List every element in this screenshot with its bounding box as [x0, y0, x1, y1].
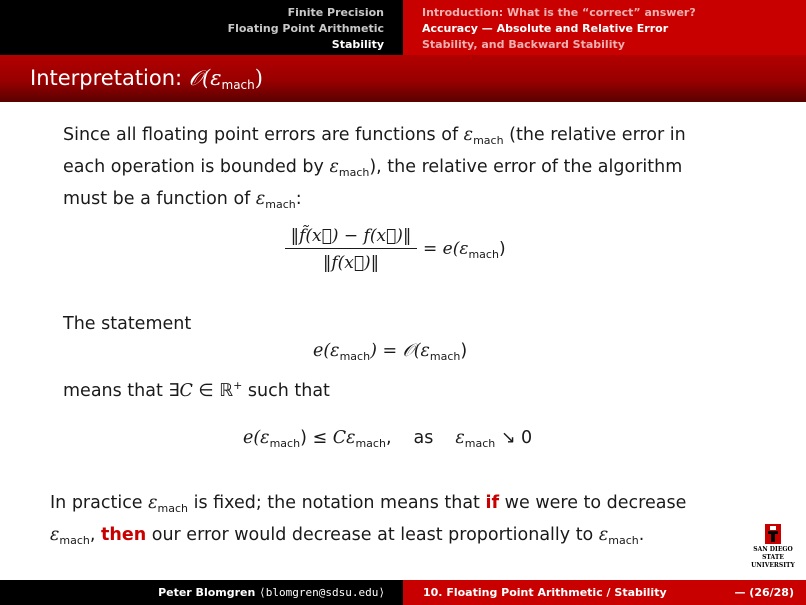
logo-text: SAN DIEGO STATE UNIVERSITY	[751, 546, 795, 569]
slide-title	[30, 66, 263, 92]
title-text: Interpretation:	[30, 66, 189, 90]
sdsu-shield-icon	[765, 524, 781, 544]
relative-error-equation	[285, 226, 506, 273]
big-o-equation: $e(\varepsilon_{mach})$ = $𝒪(\varepsilon_{mach})$	[313, 341, 468, 363]
nav-subitem-introduction[interactable]: Introduction: What is the “correct” answer?	[422, 6, 696, 19]
nav-item-floating-point-arithmetic[interactable]: Floating Point Arithmetic	[227, 22, 384, 35]
bound-equation: $e(\varepsilon_{mach}) \le C\varepsilon_{mach}$, as $\varepsilon_{mach}$ ↘ 0	[243, 428, 533, 450]
paragraph-practice: In practice $\varepsilon_{mach}$ is fixed; the notation means that if we were to decrease $\varepsilon_{mach}$, then our error would decrease at least proportionally to $\varepsilon_{mach}$.	[50, 493, 687, 547]
exists-constant-text: means that ∃C ∈ ℝ+ such that	[63, 379, 330, 401]
nav-subitem-backward-stability[interactable]: Stability, and Backward Stability	[422, 38, 625, 51]
statement-label: The statement	[63, 314, 192, 334]
page-number: — (26/28)	[734, 586, 794, 599]
fraction-denominator: ‖f(x⃗)‖	[285, 248, 417, 273]
university-logo	[748, 524, 798, 568]
fraction-numerator: ‖f̃(x⃗) − f(x⃗)‖	[290, 226, 412, 246]
nav-item-stability[interactable]: Stability	[331, 38, 384, 51]
footer-email[interactable]: ⟨blomgren@sdsu.edu⟩	[259, 586, 385, 599]
fraction-rhs: = $e(\varepsilon_{mach})$	[423, 238, 506, 261]
nav-item-finite-precision[interactable]: Finite Precision	[287, 6, 384, 19]
footer-section	[403, 580, 806, 605]
header-bar	[0, 0, 806, 55]
highlight-then: then	[101, 525, 147, 545]
header-section-nav	[0, 0, 403, 55]
footer-author: Peter Blomgren ⟨blomgren@sdsu.edu⟩	[0, 580, 403, 605]
title-math: $𝒪(\varepsilon_{mach})$	[188, 66, 263, 92]
footer-section-title: 10. Floating Point Arithmetic / Stability	[423, 586, 667, 599]
highlight-if: if	[485, 493, 500, 513]
nav-subitem-accuracy[interactable]: Accuracy — Absolute and Relative Error	[422, 22, 669, 35]
header-subsection-nav	[403, 0, 806, 55]
paragraph-intro: Since all floating point errors are functions of $\varepsilon_{mach}$ (the relative error in each operation is bounded by $\varepsilon_{mach}$), the relative error of the algorithm must be a function of $\varepsilon_{mach}$:	[63, 125, 686, 211]
footer-bar	[0, 580, 806, 605]
